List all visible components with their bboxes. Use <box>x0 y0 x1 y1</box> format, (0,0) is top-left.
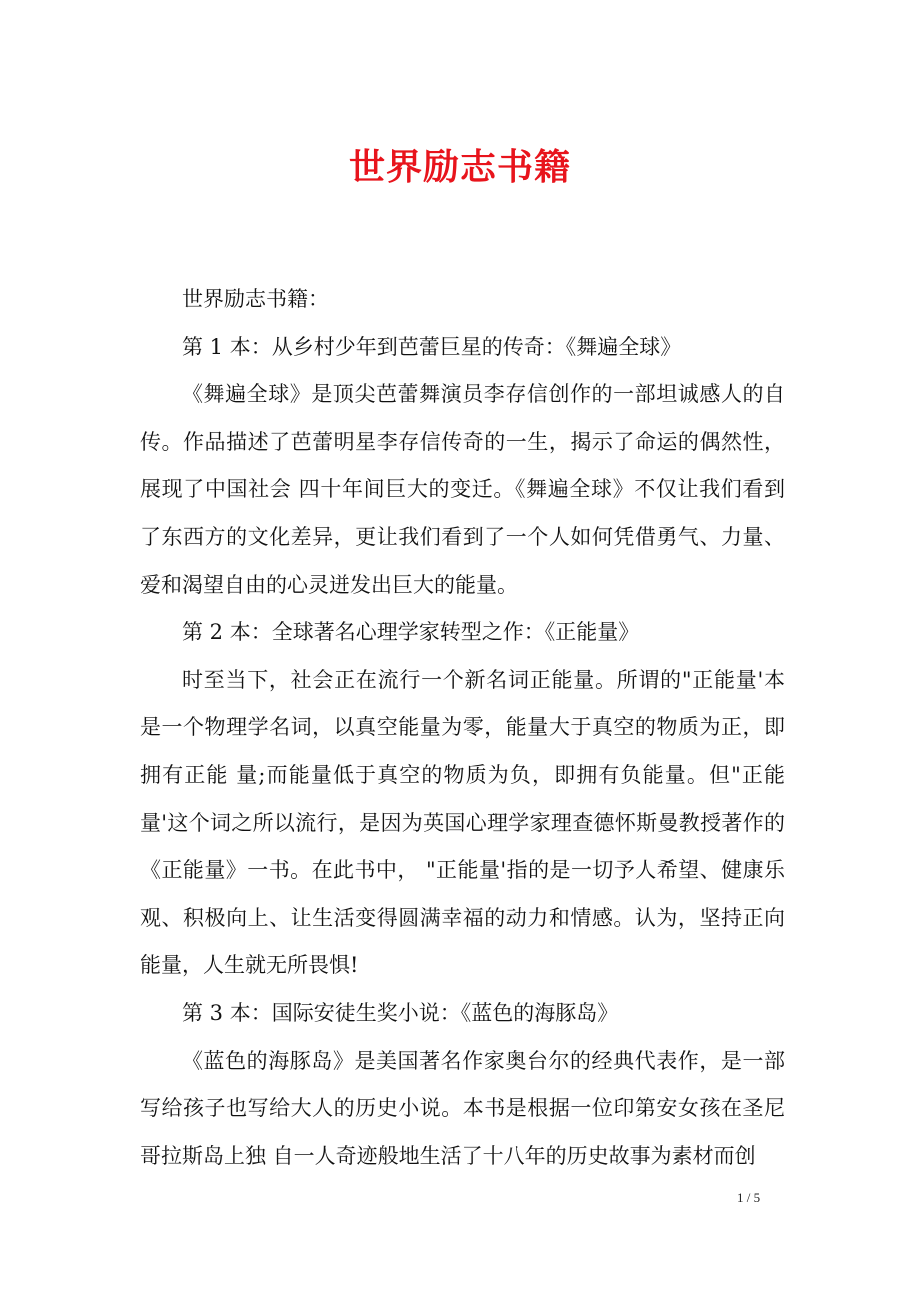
paragraph-book3-heading: 第 3 本：国际安徒生奖小说：《蓝色的海豚岛》 <box>182 1000 619 1025</box>
paragraph-book3-description: 《蓝色的海豚岛》是美国著名作家奥台尔的经典代表作，是一部写给孩子也写给大人的历史小说。本书是根据一位印第安女孩在圣尼哥拉斯岛上独 自一人奇迹般地生活了十八年的历史故事为素材而创 <box>140 1048 785 1168</box>
paragraph-book1-heading: 第 1 本：从乡村少年到芭蕾巨星的传奇：《舞遍全球》 <box>182 334 682 359</box>
document-body <box>140 276 785 1180</box>
document-title: 世界励志书籍 <box>348 146 571 188</box>
paragraph-intro: 世界励志书籍： <box>182 287 329 311</box>
paragraph-book2-heading: 第 2 本：全球著名心理学家转型之作：《正能量》 <box>182 620 640 645</box>
page-number: 1 / 5 <box>737 1190 761 1205</box>
paragraph-book2-description: 时至当下，社会正在流行一个新名词正能量。所谓的"正能量'本是一个物理学名词，以真空能量为零，能量大于真空的物质为正，即拥有正能 量;而能量低于真空的物质为负，即拥有负能量。但"正能量'这个词之所以流行，是因为英国心理学家理查德怀斯曼教授著作的《正能量》一书。在此书中， "正能量'指的是一切予人希望、健康乐观、积极向上、让生活变得圆满幸福的动力和情感。认为，坚持正向能量，人生就无所畏惧! <box>140 667 785 978</box>
paragraph-book1-description: 《舞遍全球》是顶尖芭蕾舞演员李存信创作的一部坦诚感人的自传。作品描述了芭蕾明星李存信传奇的一生，揭示了命运的偶然性，展现了中国社会 四十年间巨大的变迁。《舞遍全球》不仅让我们看到了东西方的文化差异，更让我们看到了一个人如何凭借勇气、力量、爱和渴望自由的心灵迸发出巨大的能量。 <box>140 382 785 597</box>
